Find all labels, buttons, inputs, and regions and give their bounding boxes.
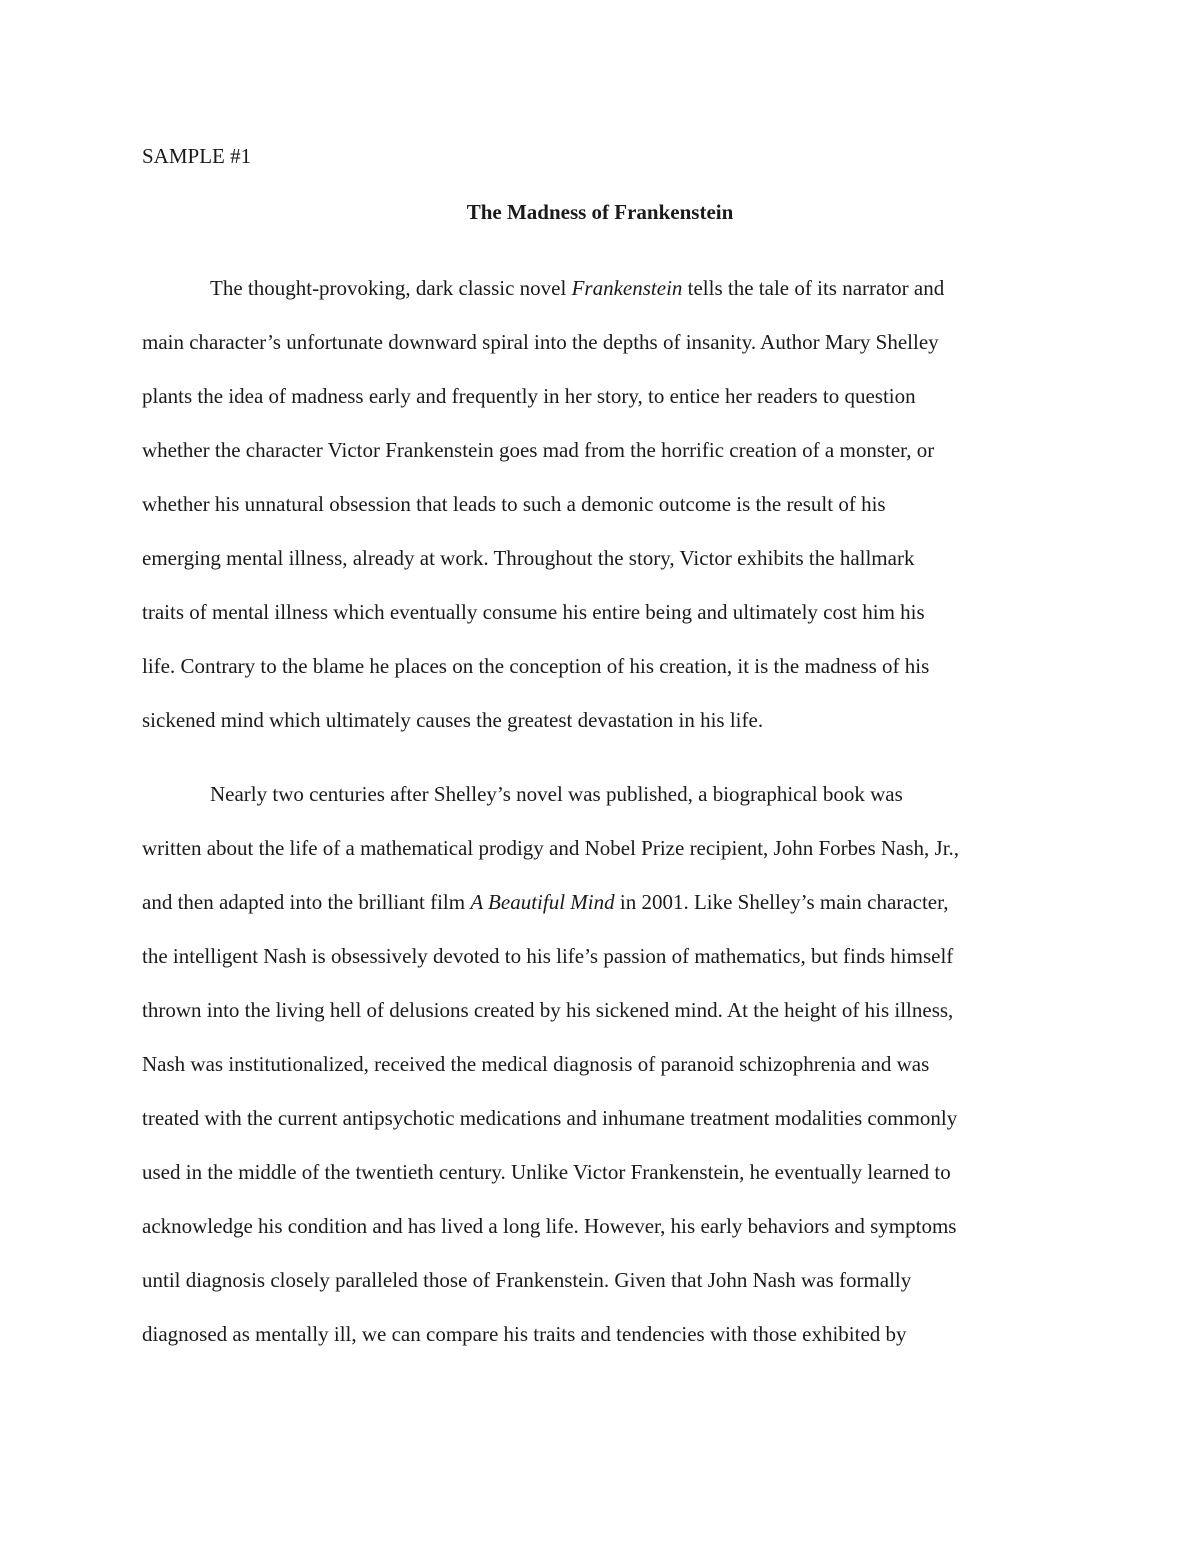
essay-title: The Madness of Frankenstein xyxy=(466,200,734,224)
paragraph-1-line-2: main character’s unfortunate downward spiral into the depths of insanity. Author Mary Shelley xyxy=(142,330,939,354)
paragraph-1-line-1-text-b: tells the tale of its narrator and xyxy=(682,276,945,300)
paragraph-2-line-5: thrown into the living hell of delusions created by his sickened mind. At the height of his illness, xyxy=(142,998,954,1022)
paragraph-2-line-9: acknowledge his condition and has lived a long life. However, his early behaviors and symptoms xyxy=(142,1214,957,1238)
paragraph-2-line-3 xyxy=(142,888,949,916)
paragraph-2-line-4: the intelligent Nash is obsessively devoted to his life’s passion of mathematics, but finds himself xyxy=(142,944,954,968)
paragraph-1-line-7: traits of mental illness which eventually consume his entire being and ultimately cost him his xyxy=(142,600,925,624)
paragraph-1-line-5: whether his unnatural obsession that leads to such a demonic outcome is the result of his xyxy=(142,492,886,516)
paragraph-2-line-3-text-a: and then adapted into the brilliant film xyxy=(142,890,471,914)
paragraph-1-line-1-text-a: The thought-provoking, dark classic novel xyxy=(210,276,572,300)
paragraph-2-line-8: used in the middle of the twentieth century. Unlike Victor Frankenstein, he eventually learned to xyxy=(142,1160,951,1184)
sample-label: SAMPLE #1 xyxy=(142,144,252,168)
paragraph-1-line-8: life. Contrary to the blame he places on the conception of his creation, it is the madness of his xyxy=(142,654,930,678)
paragraph-2-line-7: treated with the current antipsychotic medications and inhumane treatment modalities commonly xyxy=(142,1106,958,1130)
paragraph-1-line-4: whether the character Victor Frankenstein goes mad from the horrific creation of a monster, or xyxy=(142,438,935,462)
paragraph-2-line-6: Nash was institutionalized, received the medical diagnosis of paranoid schizophrenia and was xyxy=(142,1052,930,1076)
paragraph-2-line-3-text-b: in 2001. Like Shelley’s main character, xyxy=(614,890,949,914)
novel-title-italic: Frankenstein xyxy=(571,276,683,300)
paragraph-1-line-3: plants the idea of madness early and frequently in her story, to entice her readers to question xyxy=(142,384,916,408)
paragraph-2-line-1: Nearly two centuries after Shelley’s novel was published, a biographical book was xyxy=(210,782,903,806)
paragraph-1-line-6: emerging mental illness, already at work. Throughout the story, Victor exhibits the hallmark xyxy=(142,546,915,570)
film-title-italic: A Beautiful Mind xyxy=(470,890,615,914)
paragraph-2-line-10: until diagnosis closely paralleled those of Frankenstein. Given that John Nash was formally xyxy=(142,1268,912,1292)
paragraph-2-line-2: written about the life of a mathematical prodigy and Nobel Prize recipient, John Forbes Nash, Jr., xyxy=(142,836,960,860)
paragraph-1-line-1 xyxy=(210,274,944,302)
paragraph-2-line-11: diagnosed as mentally ill, we can compare his traits and tendencies with those exhibited by xyxy=(142,1322,907,1346)
paragraph-1-line-9: sickened mind which ultimately causes the greatest devastation in his life. xyxy=(142,708,764,732)
